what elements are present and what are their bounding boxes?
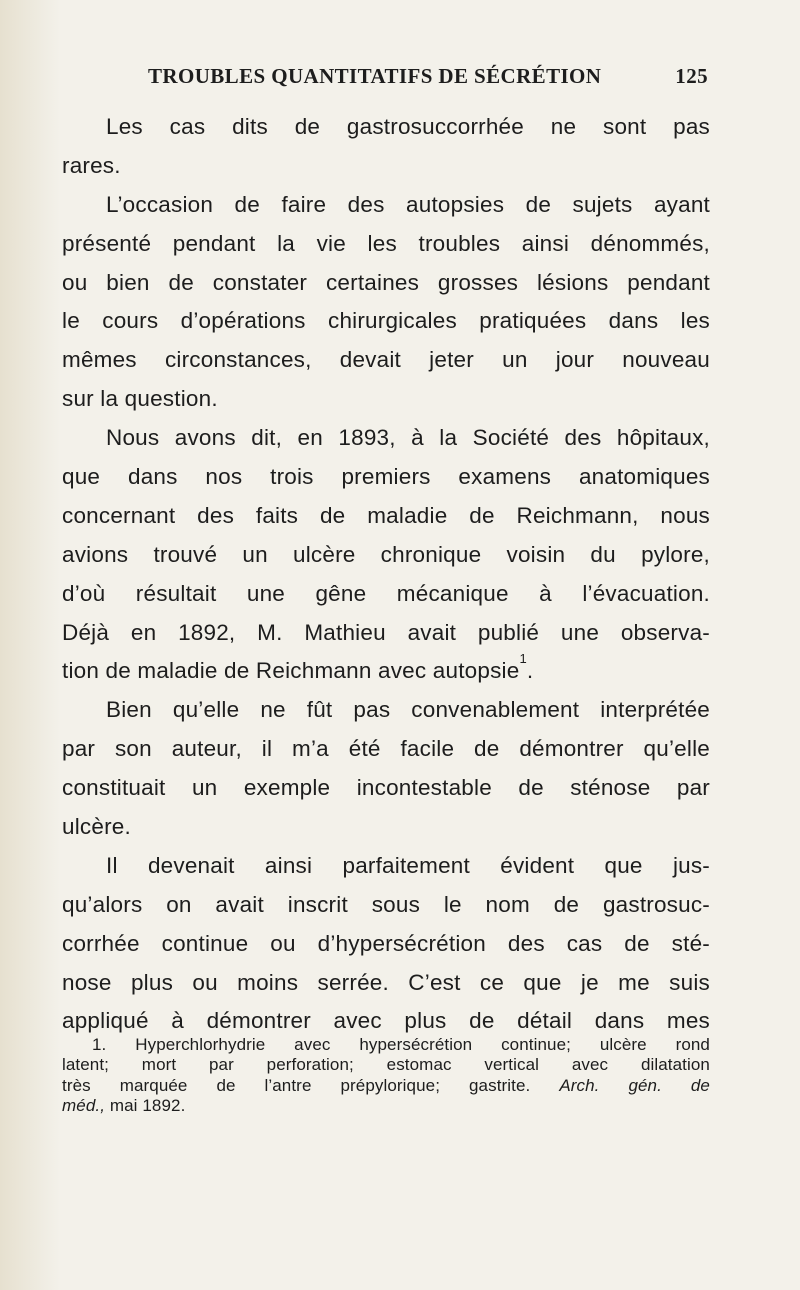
running-title: TROUBLES QUANTITATIFS DE SÉCRÉTION [148, 64, 602, 88]
text-line: L’occasion de faire des autopsies de sujets ayant [106, 191, 710, 217]
text-line: Les cas dits de gastrosuccorrhée ne sont pas [106, 114, 710, 139]
journal-title-cont: méd., [62, 1096, 106, 1116]
text-line: ulcère. [62, 814, 131, 840]
text-line: Il devenait ainsi parfaitement évident que jus- [106, 852, 710, 878]
text-line: présenté pendant la vie les troubles ainsi dénommés, [62, 230, 710, 256]
text-line: Déjà en 1892, M. Mathieu avait publié une observa- [62, 619, 710, 645]
footnote-reference: 1 [519, 651, 527, 667]
text-line: avions trouvé un ulcère chronique voisin du pylore, [62, 541, 710, 567]
text-line: corrhée continue ou d’hypersécrétion des cas de sté- [62, 930, 710, 956]
text-line: appliqué à démontrer avec plus de détail dans mes [62, 1008, 710, 1034]
text-line-with-footnote-ref [62, 652, 710, 691]
text-line: Bien qu’elle ne fût pas convenablement interprétée [106, 697, 710, 723]
page-edge-shading [0, 0, 60, 1290]
text-line: le cours d’opérations chirurgicales pratiquées dans les [62, 308, 710, 334]
text-line: concernant des faits de maladie de Reichmann, nous [62, 502, 710, 528]
footnote-line: latent; mort par perforation; estomac vertical avec dilatation [62, 1055, 710, 1075]
text-line: sur la question. [62, 386, 218, 412]
footnote-line [62, 1076, 710, 1096]
footnote-text: très marquée de l’antre prépylorique; gastrite. [62, 1075, 531, 1095]
body-text [62, 108, 710, 1041]
text-line: mêmes circonstances, devait jeter un jour nouveau [62, 347, 710, 373]
text-line: Nous avons dit, en 1893, à la Société des hôpitaux, [106, 425, 710, 451]
footnote-line [62, 1096, 710, 1116]
footnote-date: mai 1892. [109, 1096, 186, 1116]
text-line: tion de maladie de Reichmann avec autopsie [62, 658, 520, 684]
text-line: par son auteur, il m’a été facile de démontrer qu’elle [62, 736, 710, 762]
page-number: 125 [675, 64, 708, 88]
text-line: nose plus ou moins serrée. C’est ce que je me suis [62, 969, 710, 995]
sentence-period: . [526, 658, 534, 684]
text-line: qu’alors on avait inscrit sous le nom de gastrosuc- [62, 891, 710, 917]
running-head [148, 64, 708, 94]
text-line: d’où résultait une gêne mécanique à l’évacuation. [62, 580, 710, 606]
text-line: rares. [62, 152, 121, 178]
journal-title: Arch. gén. de [559, 1075, 710, 1095]
text-line: que dans nos trois premiers examens anatomiques [62, 464, 710, 490]
footnote-line: 1. Hyperchlorhydrie avec hypersécrétion continue; ulcère rond [92, 1035, 710, 1054]
text-line: constituait un exemple incontestable de sténose par [62, 775, 710, 801]
text-line: ou bien de constater certaines grosses lésions pendant [62, 269, 710, 295]
footnote [62, 1035, 710, 1117]
